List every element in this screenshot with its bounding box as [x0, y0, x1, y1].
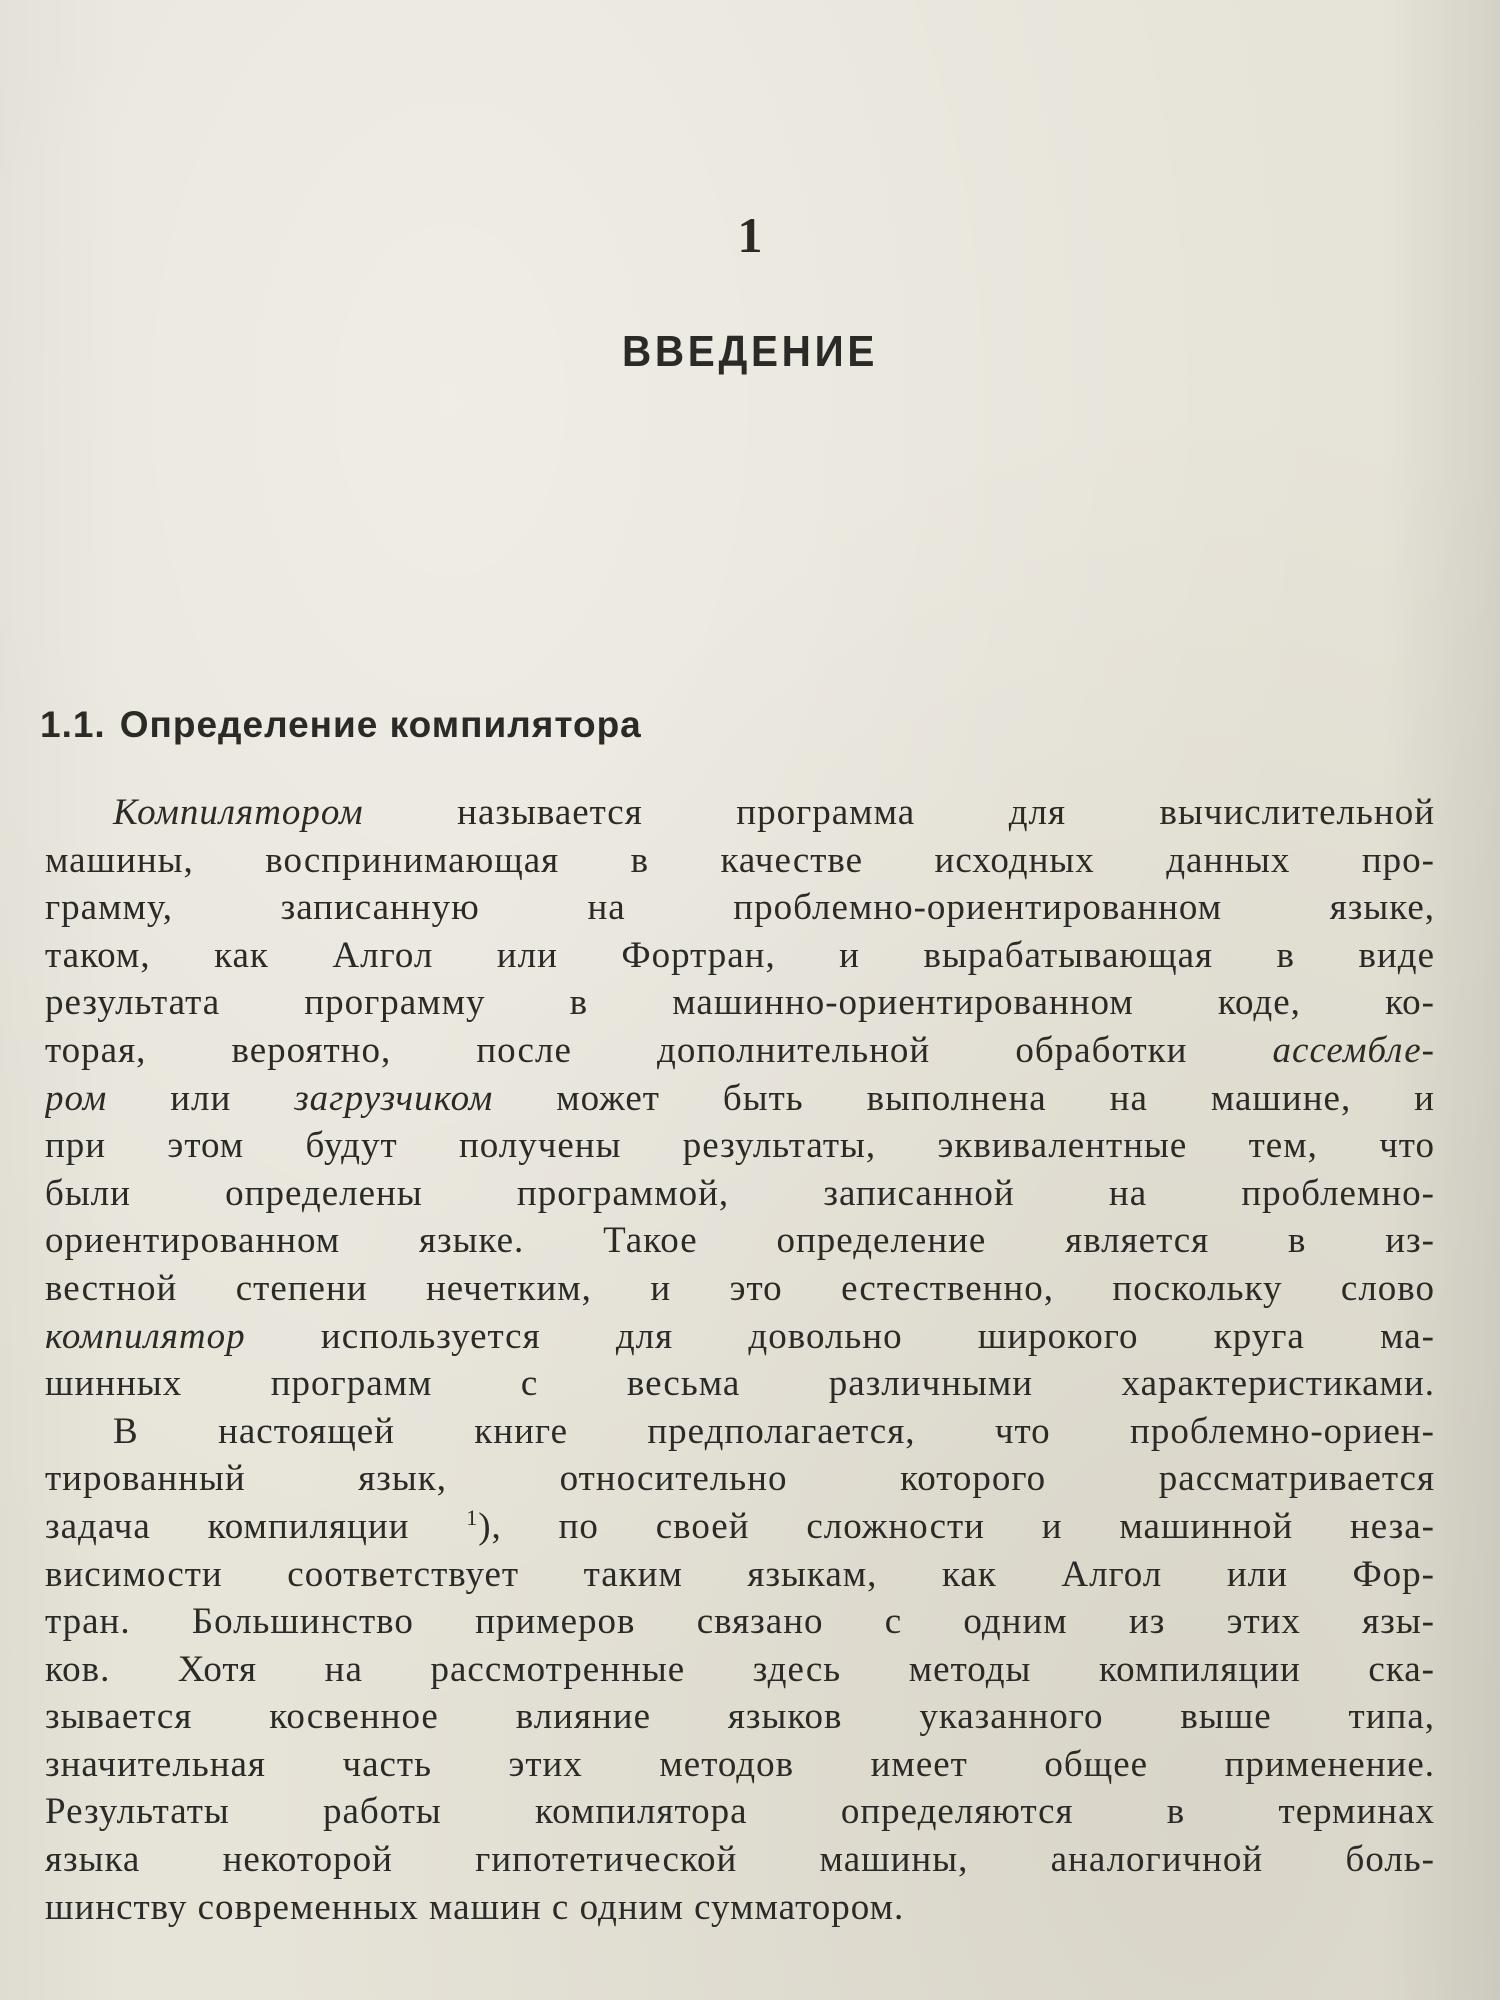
paragraph-1-line-7: ром или загрузчиком может быть выполнена на машине, и: [45, 1077, 1435, 1119]
paragraph-2-line-2: тированный язык, относительно которого рассматривается: [45, 1458, 1435, 1500]
paragraph-1-line-10: ориентированном языке. Такое определение является в из-: [45, 1220, 1435, 1262]
paragraph-1-line-11: вестной степени нечетким, и это естественно, поскольку слово: [45, 1267, 1435, 1309]
paragraph-2-line-6: ков. Хотя на рассмотренные здесь методы компиляции ска-: [45, 1648, 1435, 1690]
paragraph-2-line-8: значительная часть этих методов имеет общее применение.: [45, 1743, 1435, 1785]
chapter-title: ВВЕДЕНИЕ: [621, 327, 879, 376]
paragraph-1-line-9: были определены программой, записанной на проблемно-: [45, 1172, 1435, 1214]
section-title: Определение компилятора: [119, 704, 642, 745]
paragraph-2-line-1: В настоящей книге предполагается, что проблемно-ориен-: [113, 1410, 1435, 1452]
section-heading: [40, 700, 642, 750]
footnote-marker: 1: [466, 1504, 479, 1530]
paragraph-1-line-8: при этом будут получены результаты, эквивалентные тем, что: [45, 1125, 1435, 1167]
paragraph-2-line-4: висимости соответствует таким языкам, как Алгол или Фор-: [45, 1553, 1435, 1595]
term-assembler-end: ром: [45, 1077, 108, 1119]
paragraph-2-line-9: Результаты работы компилятора определяются в терминах: [45, 1791, 1435, 1833]
paragraph-2-line-5: тран. Большинство примеров связано с одним из этих язы-: [45, 1601, 1435, 1643]
term-compiler: компилятор: [45, 1315, 246, 1357]
section-number: 1.1.: [40, 704, 106, 745]
paragraph-1-line-13: шинных программ с весьма различными характеристиками.: [45, 1363, 1435, 1405]
term-compiler-instrumental: Компилятором: [113, 792, 364, 833]
paragraph-2-line-11: шинству современных машин с одним сумматором.: [45, 1886, 905, 1928]
paragraph-1-line-12: компилятор используется для довольно широкого круга ма-: [45, 1315, 1435, 1357]
paragraph-1-line-6: торая, вероятно, после дополнительной обработки ассембле-: [45, 1029, 1435, 1071]
paragraph-2-line-7: зывается косвенное влияние языков указанного выше типа,: [45, 1696, 1435, 1738]
body-text: [45, 789, 1435, 1931]
paragraph-1-line-5: результата программу в машинно-ориентированном коде, ко-: [45, 982, 1435, 1024]
paragraph-1-line-3: грамму, записанную на проблемно-ориентированном языке,: [45, 887, 1435, 929]
paragraph-1-line-2: машины, воспринимающая в качестве исходных данных про-: [45, 839, 1435, 881]
paragraph-1-line-1: Компилятором называется программа для вычислительной: [113, 792, 1435, 833]
term-assembler-part: ассембле-: [1272, 1029, 1435, 1071]
term-loader: загрузчиком: [294, 1077, 494, 1119]
paragraph-2-line-3: задача компиляции $^1$), по своей сложности и машинной неза-: [45, 1504, 1435, 1547]
chapter-number: 1: [737, 207, 763, 263]
paragraph-2-line-10: языка некоторой гипотетической машины, аналогичной боль-: [45, 1839, 1435, 1881]
paragraph-1-line-4: таком, как Алгол или Фортран, и вырабатывающая в виде: [45, 934, 1435, 976]
